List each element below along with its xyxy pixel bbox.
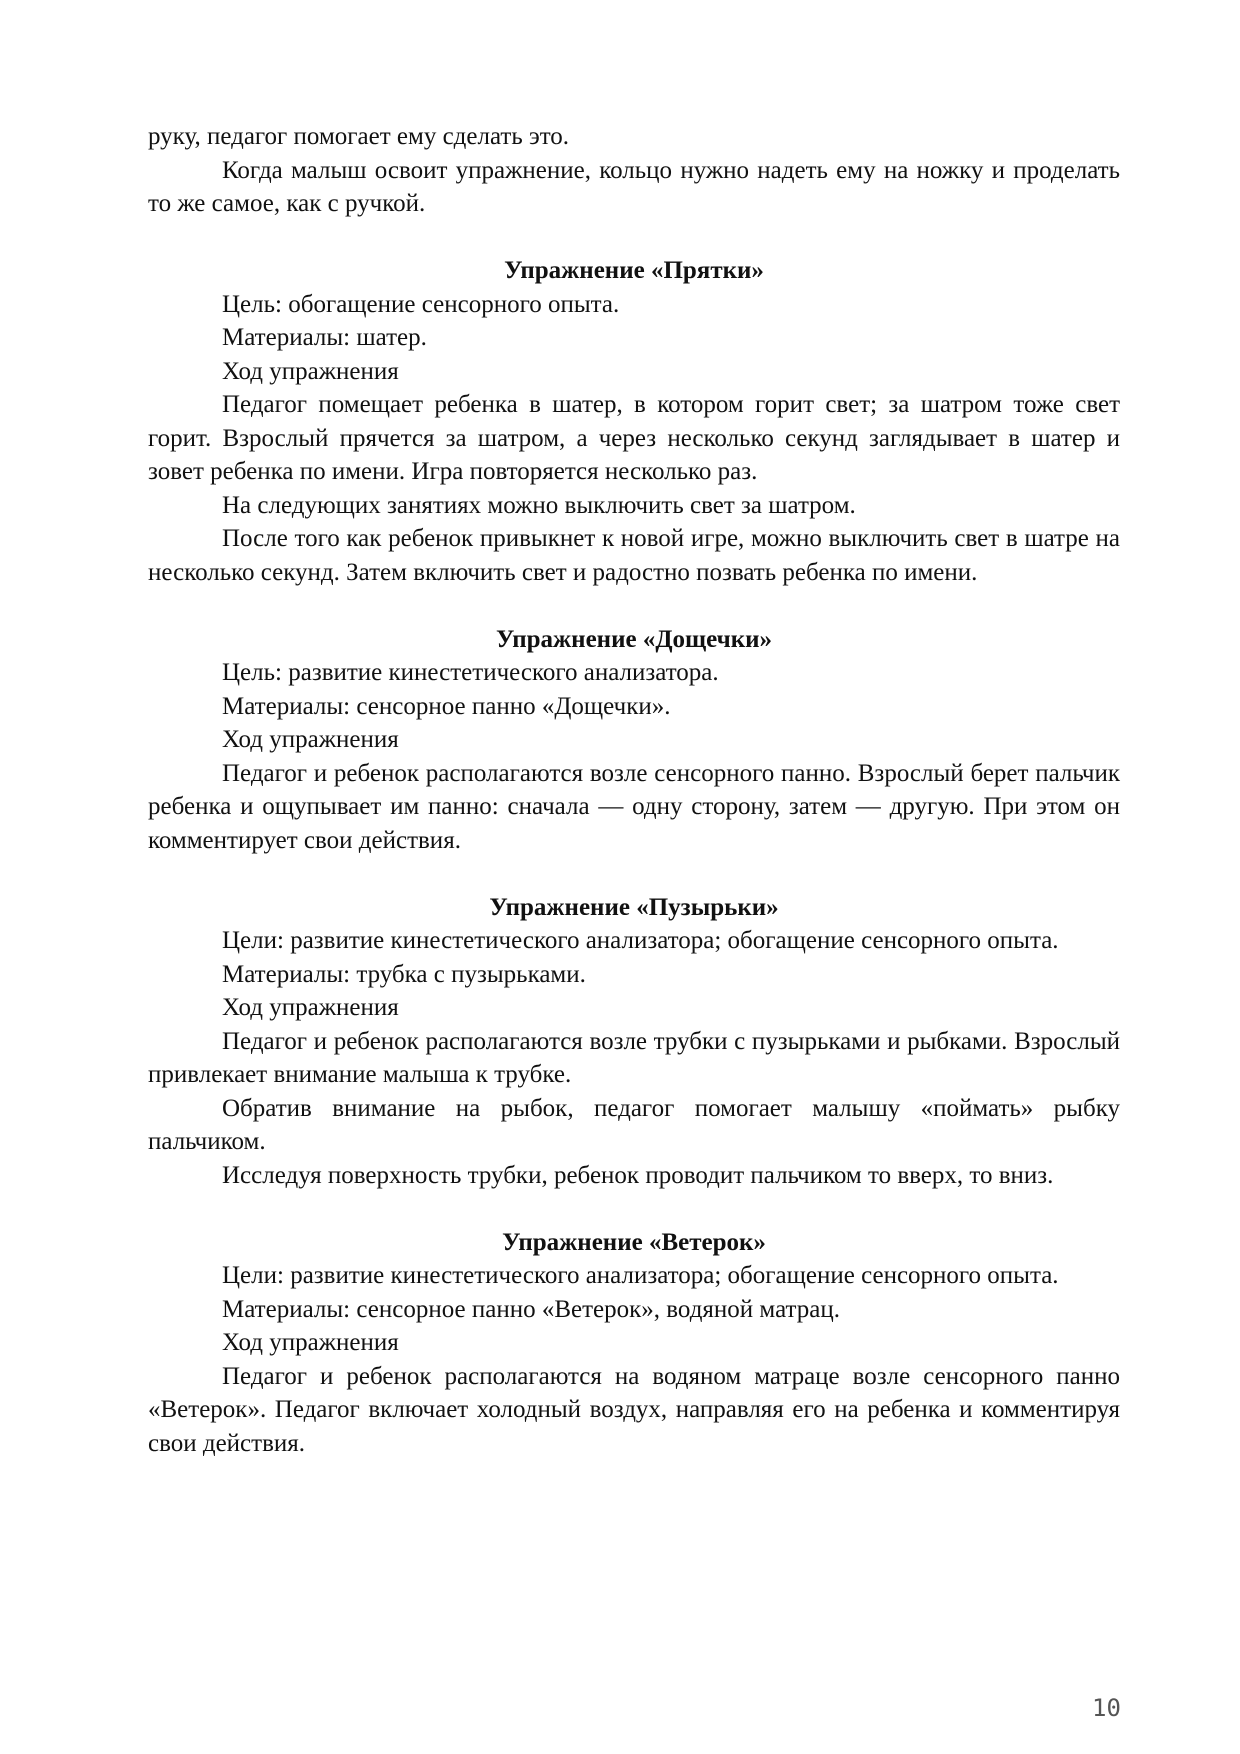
document-body [148, 120, 1120, 1460]
paragraph: Исследуя поверхность трубки, ребенок проводит пальчиком то вверх, то вниз. [222, 1161, 1054, 1189]
paragraph: Цель: обогащение сенсорного опыта. [222, 290, 620, 318]
section-heading: Упражнение «Прятки» [504, 257, 764, 284]
paragraph: руку, педагог помогает ему сделать это. [148, 123, 570, 150]
section-heading: Упражнение «Ветерок» [502, 1228, 766, 1256]
sections [148, 254, 1120, 1460]
paragraph: Материалы: сенсорное панно «Дощечки». [222, 692, 671, 720]
paragraph: Материалы: сенсорное панно «Ветерок», водяной матрац. [222, 1295, 840, 1323]
paragraph: На следующих занятиях можно выключить свет за шатром. [222, 491, 856, 519]
paragraph: Педагог и ребенок располагаются возле сенсорного панно. Взрослый берет пальчик ребенка и ощупывает им панно: сначала — одну сторону, затем — другую. При этом он комментирует свои действия. [148, 759, 1120, 854]
paragraph: Ход упражнения [222, 726, 399, 753]
paragraph: Цель: развитие кинестетического анализатора. [222, 659, 719, 686]
paragraph: Когда малыш освоит упражнение, кольцо нужно надеть ему на ножку и проделать то же самое, как с ручкой. [148, 156, 1120, 217]
paragraph: Педагог и ребенок располагаются возле трубки с пузырьками и рыбками. Взрослый привлекает внимание малыша к трубке. [148, 1027, 1120, 1088]
paragraph: Ход упражнения [222, 1329, 399, 1356]
page-number: 10 [1092, 1694, 1121, 1722]
paragraph: Цели: развитие кинестетического анализатора; обогащение сенсорного опыта. [222, 1262, 1059, 1289]
paragraph: Цели: развитие кинестетического анализатора; обогащение сенсорного опыта. [222, 927, 1059, 954]
paragraph: Материалы: шатер. [222, 324, 427, 351]
paragraph: Педагог помещает ребенка в шатер, в котором горит свет; за шатром тоже свет горит. Взрослый прячется за шатром, а через несколько секунд заглядывает в шатер и зовет ребенка по имени. Игра повторяется несколько раз. [148, 391, 1120, 485]
paragraph: Материалы: трубка с пузырьками. [222, 960, 586, 988]
paragraph: Педагог и ребенок располагаются на водяном матраце возле сенсорного панно «Ветерок». Педагог включает холодный воздух, направляя его на ребенка и комментируя свои действия. [148, 1362, 1120, 1457]
paragraph: Ход упражнения [222, 994, 399, 1021]
paragraph: Обратив внимание на рыбок, педагог помогает малышу «поймать» рыбку пальчиком. [148, 1094, 1120, 1155]
section-heading: Упражнение «Дощечки» [495, 625, 773, 653]
paragraph: После того как ребенок привыкнет к новой игре, можно выключить свет в шатре на несколько секунд. Затем включить свет и радостно позвать ребенка по имени. [148, 525, 1120, 586]
section-heading: Упражнение «Пузырьки» [489, 893, 779, 921]
paragraph: Ход упражнения [222, 357, 399, 385]
